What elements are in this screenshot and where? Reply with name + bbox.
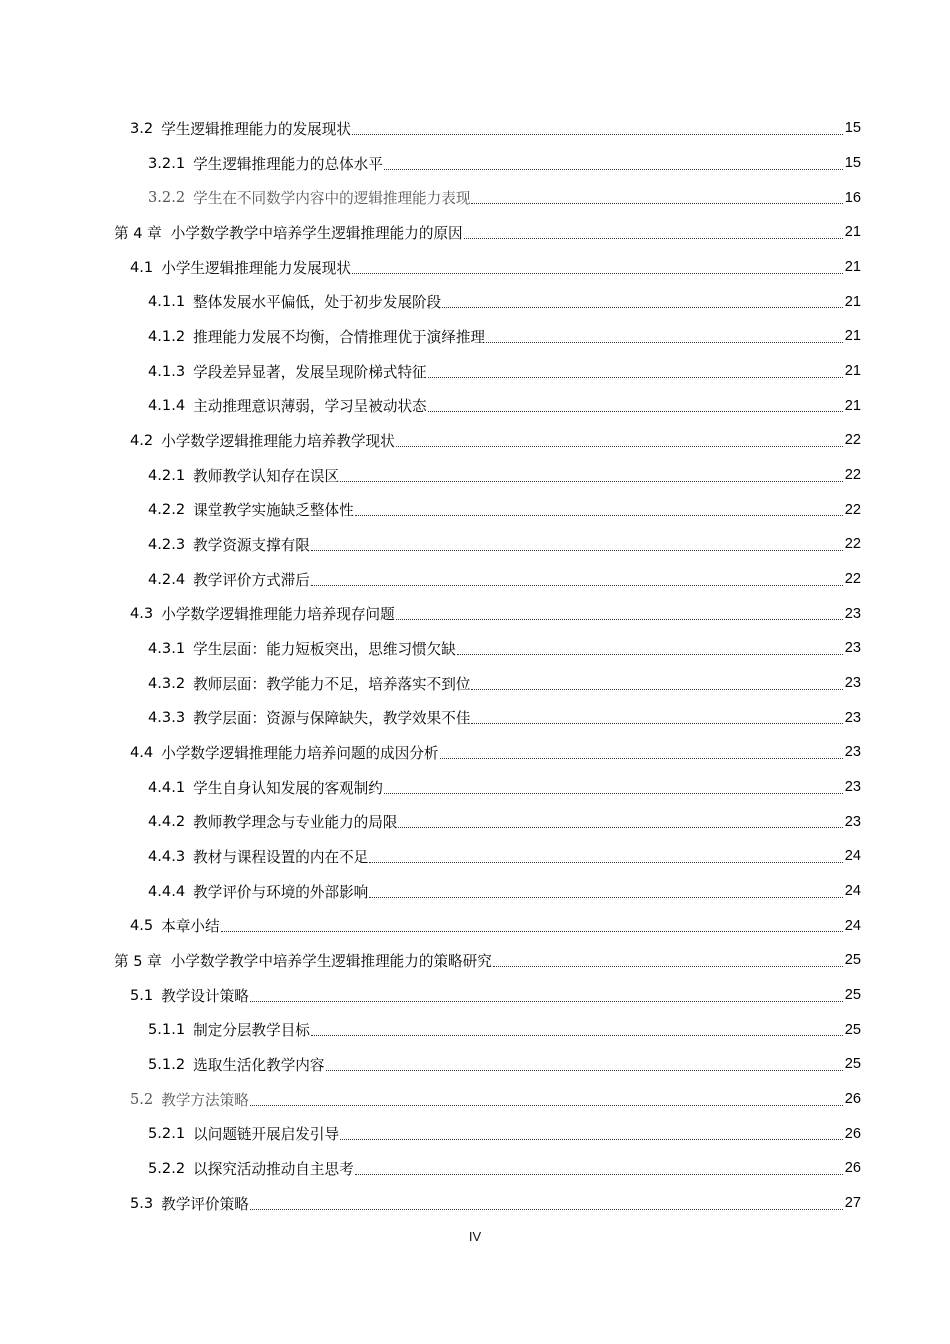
toc-entry-page: 22: [844, 571, 861, 588]
toc-entry-title: 学生层面：能力短板突出，思维习惯欠缺: [193, 640, 456, 658]
dot-leader: [250, 1105, 843, 1106]
toc-entry-number: 5.1.1: [148, 1021, 186, 1039]
toc-entry[interactable]: [114, 388, 861, 423]
toc-entry-page: 23: [844, 779, 861, 796]
toc-entry[interactable]: [114, 458, 861, 493]
toc-entry-number: 4.3.3: [148, 709, 186, 727]
toc-entry[interactable]: [114, 666, 861, 701]
dot-leader: [471, 723, 842, 724]
toc-entry[interactable]: [114, 908, 861, 943]
toc-entry-title: 教学设计策略: [161, 987, 249, 1005]
toc-entry-number: 4.4.2: [148, 813, 186, 831]
toc-entry-page: 25: [844, 987, 861, 1004]
toc-entry-title: 小学数学逻辑推理能力培养现存问题: [161, 606, 395, 624]
toc-entry-title: 以问题链开展启发引导: [193, 1126, 340, 1144]
toc-entry-number: 4.2.3: [148, 535, 186, 553]
toc-entry-page: 25: [844, 1021, 861, 1038]
toc-entry-title: 教学评价与环境的外部影响: [193, 883, 369, 901]
toc-entry-page: 22: [844, 501, 861, 518]
toc-entry[interactable]: [114, 1082, 861, 1117]
toc-entry[interactable]: [114, 146, 861, 181]
dot-leader: [311, 585, 843, 586]
toc-entry[interactable]: [114, 596, 861, 631]
dot-leader: [355, 515, 843, 516]
dot-leader: [369, 862, 842, 863]
dot-leader: [486, 342, 843, 343]
toc-entry-title: 教学资源支撑有限: [193, 536, 310, 554]
toc-entry-number: 4.2.1: [148, 466, 186, 484]
dot-leader: [326, 1070, 843, 1071]
toc-entry-number: 第 4 章: [114, 224, 162, 242]
toc-entry[interactable]: [114, 111, 861, 146]
toc-entry[interactable]: [114, 804, 861, 839]
table-of-contents: [114, 111, 861, 1221]
dot-leader: [457, 654, 843, 655]
toc-entry-title: 推理能力发展不均衡，合情推理优于演绎推理: [193, 328, 486, 346]
toc-entry-title: 小学生逻辑推理能力发展现状: [161, 259, 351, 277]
toc-entry-page: 24: [844, 883, 861, 900]
dot-leader: [428, 377, 843, 378]
dot-leader: [384, 169, 843, 170]
toc-entry[interactable]: [114, 319, 861, 354]
toc-entry-title: 小学数学逻辑推理能力培养问题的成因分析: [161, 744, 439, 762]
toc-entry-title: 选取生活化教学内容: [193, 1056, 325, 1074]
toc-entry[interactable]: [114, 978, 861, 1013]
toc-entry[interactable]: [114, 839, 861, 874]
toc-entry-number: 4.2: [130, 431, 154, 449]
toc-entry-page: 16: [844, 189, 861, 206]
toc-entry-page: 22: [844, 467, 861, 484]
toc-entry-page: 25: [844, 952, 861, 969]
toc-entry-title: 教学评价方式滞后: [193, 571, 310, 589]
toc-entry-number: 5.2.2: [148, 1159, 186, 1177]
toc-entry-number: 5.1.2: [148, 1055, 186, 1073]
toc-entry[interactable]: [114, 250, 861, 285]
toc-entry-title: 教师教学理念与专业能力的局限: [193, 814, 398, 832]
toc-entry-page: 23: [844, 813, 861, 830]
toc-entry-number: 5.3: [130, 1194, 154, 1212]
toc-entry-number: 3.2.2: [148, 189, 186, 207]
dot-leader: [471, 689, 842, 690]
toc-entry-title: 学生自身认知发展的客观制约: [193, 779, 383, 797]
toc-entry[interactable]: [114, 354, 861, 389]
toc-entry-page: 21: [844, 293, 861, 310]
toc-entry[interactable]: [114, 527, 861, 562]
toc-entry-number: 3.2.1: [148, 154, 186, 172]
toc-entry-title: 学生逻辑推理能力的发展现状: [161, 120, 351, 138]
toc-entry-title: 学段差异显著，发展呈现阶梯式特征: [193, 363, 427, 381]
toc-entry-page: 23: [844, 605, 861, 622]
toc-entry[interactable]: [114, 1116, 861, 1151]
toc-entry[interactable]: [114, 215, 861, 250]
toc-entry-number: 第 5 章: [114, 952, 162, 970]
toc-entry-title: 小学数学逻辑推理能力培养教学现状: [161, 432, 395, 450]
toc-entry[interactable]: [114, 631, 861, 666]
toc-entry-page: 25: [844, 1056, 861, 1073]
toc-entry-title: 小学数学教学中培养学生逻辑推理能力的策略研究: [170, 952, 492, 970]
dot-leader: [396, 619, 843, 620]
toc-entry-number: 4.1.4: [148, 397, 186, 415]
dot-leader: [369, 897, 842, 898]
toc-entry-number: 5.2: [130, 1090, 154, 1108]
toc-entry-page: 21: [844, 363, 861, 380]
toc-entry-page: 27: [844, 1195, 861, 1212]
toc-entry-number: 5.1: [130, 986, 154, 1004]
toc-entry-number: 3.2: [130, 119, 154, 137]
dot-leader: [250, 1001, 843, 1002]
toc-entry-number: 4.4.4: [148, 882, 186, 900]
toc-entry-page: 26: [844, 1091, 861, 1108]
dot-leader: [471, 203, 842, 204]
toc-entry-title: 教师教学认知存在误区: [193, 467, 340, 485]
toc-entry-number: 4.2.4: [148, 570, 186, 588]
toc-entry[interactable]: [114, 562, 861, 597]
toc-entry-title: 教师层面：教学能力不足，培养落实不到位: [193, 675, 471, 693]
toc-entry[interactable]: [114, 943, 861, 978]
dot-leader: [442, 307, 843, 308]
toc-entry-page: 23: [844, 640, 861, 657]
dot-leader: [250, 1209, 843, 1210]
dot-leader: [311, 1035, 843, 1036]
toc-entry[interactable]: [114, 284, 861, 319]
toc-entry-page: 23: [844, 744, 861, 761]
toc-entry-number: 4.4.1: [148, 778, 186, 796]
toc-entry[interactable]: [114, 1012, 861, 1047]
page-number: IV: [468, 1229, 482, 1244]
toc-entry-title: 教学评价策略: [161, 1195, 249, 1213]
toc-entry[interactable]: [114, 1047, 861, 1082]
toc-entry-page: 26: [844, 1125, 861, 1142]
dot-leader: [464, 238, 843, 239]
toc-entry-page: 24: [844, 917, 861, 934]
dot-leader: [221, 931, 843, 932]
toc-entry-page: 23: [844, 709, 861, 726]
toc-entry-number: 4.3.2: [148, 674, 186, 692]
toc-entry[interactable]: [114, 492, 861, 527]
dot-leader: [340, 1139, 843, 1140]
toc-entry-page: 26: [844, 1160, 861, 1177]
toc-entry-number: 4.3: [130, 605, 154, 623]
toc-entry-number: 4.2.2: [148, 501, 186, 519]
toc-entry-page: 15: [844, 155, 861, 171]
toc-entry-number: 4.1.3: [148, 362, 186, 380]
toc-entry-title: 制定分层教学目标: [193, 1022, 310, 1040]
toc-entry[interactable]: [114, 1186, 861, 1221]
toc-entry[interactable]: [114, 1151, 861, 1186]
toc-entry-title: 教学层面：资源与保障缺失，教学效果不佳: [193, 710, 471, 728]
toc-entry-title: 学生在不同数学内容中的逻辑推理能力表现: [193, 190, 471, 208]
toc-entry-number: 4.1.2: [148, 327, 186, 345]
toc-entry-number: 4.1.1: [148, 293, 186, 311]
toc-entry-page: 22: [844, 432, 861, 449]
dot-leader: [493, 966, 843, 967]
toc-entry[interactable]: [114, 874, 861, 909]
dot-leader: [384, 793, 843, 794]
dot-leader: [340, 481, 843, 482]
toc-entry-number: 4.4.3: [148, 847, 186, 865]
dot-leader: [428, 411, 843, 412]
dot-leader: [352, 134, 843, 135]
toc-entry-number: 4.4: [130, 743, 154, 761]
toc-entry-page: 24: [844, 848, 861, 865]
toc-entry-number: 4.5: [130, 917, 154, 935]
toc-entry[interactable]: [114, 423, 861, 458]
toc-entry-title: 主动推理意识薄弱，学习呈被动状态: [193, 398, 427, 416]
toc-entry[interactable]: [114, 770, 861, 805]
toc-entry-title: 课堂教学实施缺乏整体性: [193, 502, 354, 520]
toc-entry-page: 23: [844, 675, 861, 692]
toc-entry[interactable]: [114, 180, 861, 215]
dot-leader: [398, 827, 842, 828]
dot-leader: [396, 446, 843, 447]
toc-entry-number: 5.2.1: [148, 1125, 186, 1143]
dot-leader: [352, 273, 843, 274]
toc-entry-title: 以探究活动推动自主思考: [193, 1160, 354, 1178]
toc-entry-title: 小学数学教学中培养学生逻辑推理能力的原因: [170, 224, 463, 242]
toc-entry-page: 21: [844, 397, 861, 414]
toc-entry-title: 整体发展水平偏低，处于初步发展阶段: [193, 294, 442, 312]
toc-entry-title: 本章小结: [161, 918, 220, 936]
dot-leader: [311, 550, 843, 551]
toc-entry[interactable]: [114, 700, 861, 735]
toc-entry-title: 学生逻辑推理能力的总体水平: [193, 155, 383, 173]
toc-entry-page: 21: [844, 328, 861, 345]
toc-entry[interactable]: [114, 735, 861, 770]
dot-leader: [440, 758, 843, 759]
toc-entry-number: 4.1: [130, 258, 154, 276]
toc-entry-title: 教学方法策略: [161, 1091, 249, 1109]
toc-entry-title: 教材与课程设置的内在不足: [193, 848, 369, 866]
toc-entry-page: 21: [844, 259, 861, 276]
toc-entry-page: 15: [844, 120, 861, 137]
toc-entry-number: 4.3.1: [148, 639, 186, 657]
toc-entry-page: 22: [844, 536, 861, 553]
toc-entry-page: 21: [844, 224, 861, 241]
dot-leader: [355, 1174, 843, 1175]
